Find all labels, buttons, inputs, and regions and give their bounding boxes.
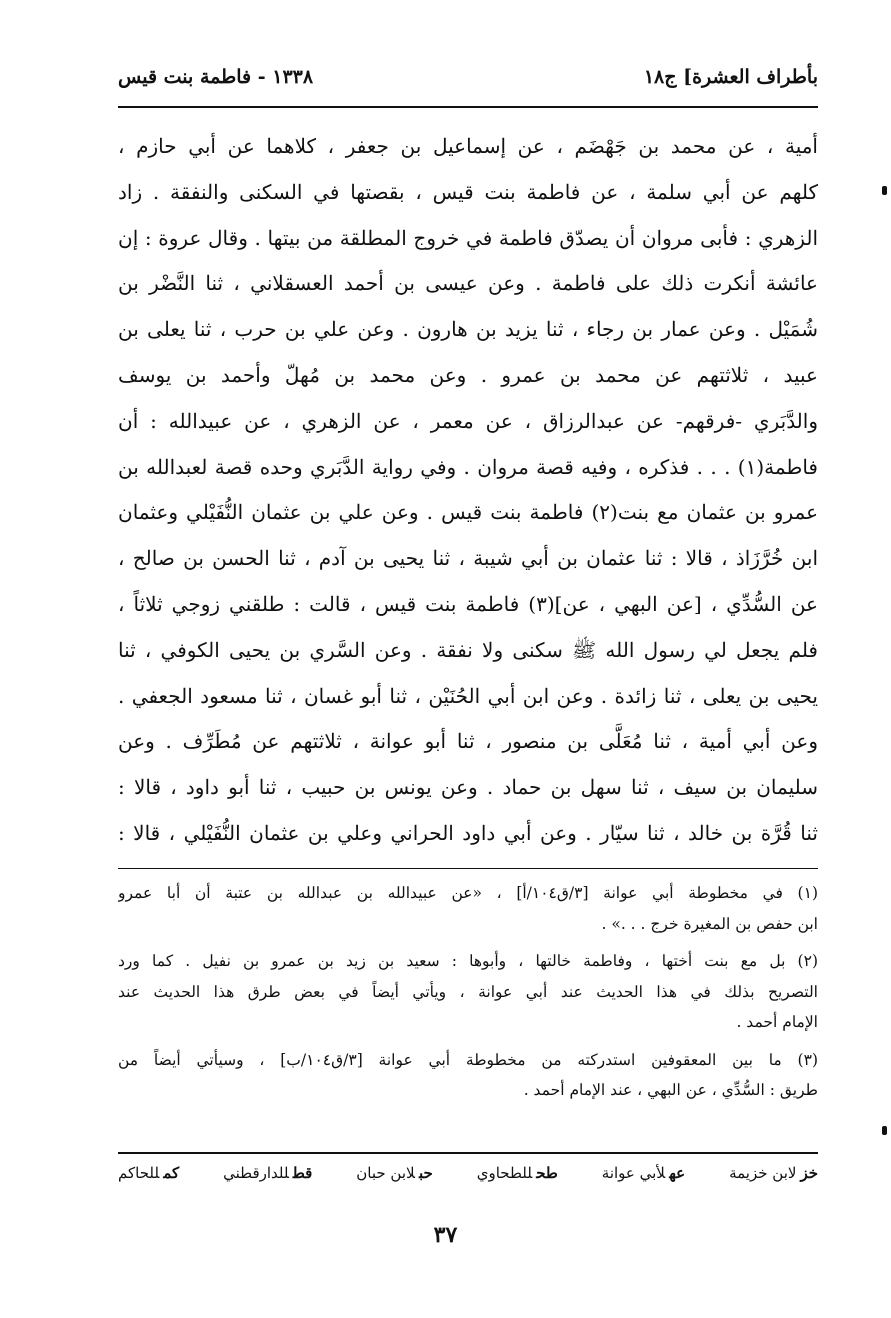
header-rule [118, 106, 818, 108]
text-line: عائشة أنكرت ذلك على فاطمة . وعن عيسى بن أحمد العسقلاني ، ثنا النَّضْر بن [118, 271, 818, 296]
text-line: وعن أبي أمية ، ثنا مُعَلَّى بن منصور ، ثنا أبو عوانة ، ثلاثتهم عن مُطَرِّف . وعن [118, 729, 818, 754]
abbreviation-item: عهلأبي عوانة [601, 1164, 686, 1182]
text-line: يحيى بن يعلى ، ثنا زائدة . وعن ابن أبي الحُنَيْن ، ثنا أبو غسان ، ثنا مسعود الجعفي . [118, 683, 818, 708]
footnote-line: ابن حفص بن المغيرة خرج . . .» . [601, 914, 818, 933]
text-line: ثنا قُرَّة بن خالد ، ثنا سيّار . وعن أبي داود الحراني وعلي بن عثمان النُّفَيْلي ، قالا : [118, 820, 818, 845]
page-number: ٣٧ [433, 1222, 458, 1248]
footnotes [118, 878, 818, 1106]
margin-mark [882, 1126, 887, 1135]
text-line: عمرو بن عثمان مع بنت(٢) فاطمة بنت قيس . وعن علي بن عثمان النُّفَيْلي وعثمان [118, 500, 818, 525]
abbreviation-item: حبلابن حبان [356, 1164, 433, 1182]
header-hadith-title: ١٣٣٨ - فاطمة بنت قيس [118, 66, 314, 88]
text-line: أمية ، عن محمد بن جَهْضَم ، عن إسماعيل بن جعفر ، كلاهما عن أبي حازم ، [118, 134, 818, 158]
text-line: فاطمة(١) . . . فذكره ، وفيه قصة مروان . وفي رواية الدَّبَري وحده قصة لعبدالله بن [118, 454, 818, 479]
abbreviation-item: طحللطحاوي [476, 1164, 558, 1182]
text-line: الزهري : فأبى مروان أن يصدّق فاطمة في خروج المطلقة من بيتها . وقال عروة : إن [118, 225, 818, 250]
abbreviation-item: كمللحاكم [118, 1164, 180, 1182]
abbreviation-item: خزلابن خزيمة [729, 1164, 818, 1182]
footnote-1 [118, 878, 818, 939]
footnote-2 [118, 946, 818, 1038]
text-line: ابن خُرَّزَاذ ، قالا : ثنا عثمان بن أبي شيبة ، ثنا يحيى بن آدم ، ثنا الحسن بن صالح ، [118, 546, 818, 571]
text-line: عبيد ، ثلاثتهم عن محمد بن عمرو . وعن محمد بن مُهلّ وأحمد بن يوسف [118, 362, 818, 387]
footnote-rule [118, 868, 818, 869]
footnote-3 [118, 1045, 818, 1106]
abbreviations-rule [118, 1152, 818, 1154]
footnote-line: التصريح بذلك في هذا الحديث عند أبي عوانة ، ويأتي أيضاً في بعض طرق هذا الحديث عند [118, 982, 818, 1001]
text-line: عن السُّدِّي ، [عن البهي ، عن](٣) فاطمة بنت قيس ، قالت : طلقني زوجي ثلاثاً ، [118, 591, 818, 616]
header-book-title: بأطراف العشرة] ج١٨ [643, 66, 818, 88]
text-line: شُمَيْل . وعن عمار بن رجاء ، ثنا يزيد بن هارون . وعن علي بن حرب ، ثنا يعلى بن [118, 317, 818, 342]
running-header [118, 60, 818, 94]
footnote-line: طريق : السُّدِّي ، عن البهي ، عند الإمام أحمد . [523, 1081, 818, 1099]
abbreviations-key [118, 1158, 818, 1188]
margin-mark [882, 186, 887, 195]
text-line: سليمان بن سيف ، ثنا سهل بن حماد . وعن يونس بن حبيب ، ثنا أبو داود ، قالا : [118, 775, 818, 800]
footnote-line: (٣) ما بين المعقوفين استدركته من مخطوطة أبي عوانة [٣/ق١٠٤/ب] ، وسيأتي أيضاً من [118, 1050, 818, 1069]
footnote-line: الإمام أحمد . [736, 1013, 818, 1031]
abbreviation-item: قطللدارقطني [223, 1164, 313, 1182]
footnote-line: (٢) بل مع بنت أختها ، وفاطمة خالتها ، وأبوها : سعيد بن زيد بن عمرو بن نفيل . كما ورد [118, 952, 818, 970]
main-text [118, 124, 818, 857]
text-line: فلم يجعل لي رسول الله ﷺ سكنى ولا نفقة . وعن السَّري بن يحيى الكوفي ، ثنا [118, 637, 818, 662]
text-line: كلهم عن أبي سلمة ، عن فاطمة بنت قيس ، بقصتها في السكنى والنفقة . زاد [118, 179, 818, 204]
footnote-line: (١) في مخطوطة أبي عوانة [٣/ق١٠٤/أ] ، «عن عبيدالله بن عبدالله بن عتبة أن أبا عمرو [118, 884, 818, 902]
text-line: والدَّبَري -فرقهم- عن عبدالرزاق ، عن معمر ، عن الزهري ، عن عبيدالله : أن [118, 408, 818, 433]
